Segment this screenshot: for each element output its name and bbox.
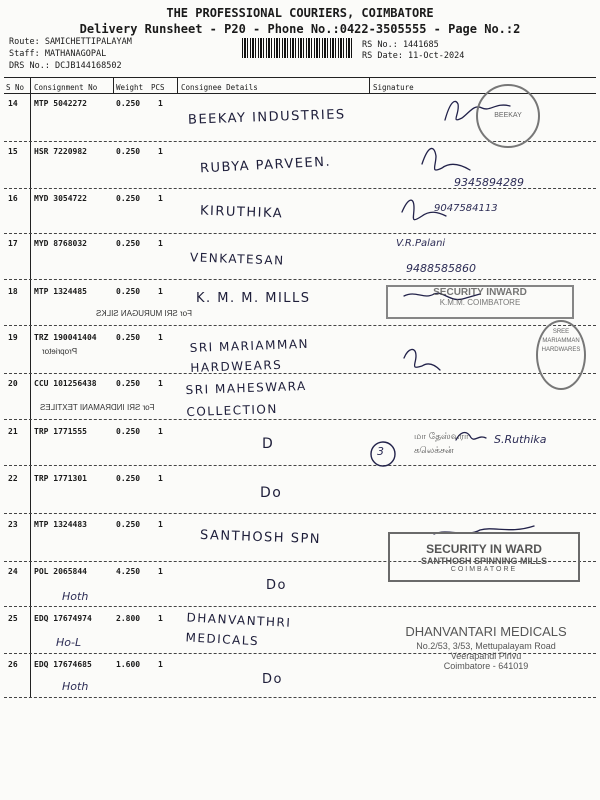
circled-number-21: 3 <box>377 445 384 458</box>
row-23-consignee: SANTHOSH SPN <box>199 527 322 548</box>
drs-number: DRS No.: DCJB144168502 <box>9 61 122 71</box>
row-14-weight: 0.250 <box>116 99 141 108</box>
dhanvantari-address: No.2/53, 3/53, Mettupalayam Road <box>416 641 556 651</box>
row-21-pcs: 1 <box>158 427 163 436</box>
row-23-weight: 0.250 <box>116 520 141 529</box>
row-18-consignee: K. M. M. MILLS <box>196 291 311 306</box>
row-15-consignee: RUBYA PARVEEN. <box>199 154 332 177</box>
row-24-margin-note: Hoth <box>62 590 89 603</box>
signature-19 <box>404 349 440 370</box>
rs-date: RS Date: 11-Oct-2024 <box>362 51 465 61</box>
dhanvantari-address-stamp <box>386 624 586 671</box>
row-26-consignee: Do <box>262 672 283 687</box>
row-15-sno: 15 <box>8 147 18 156</box>
col-divider <box>369 77 370 93</box>
row-19-weight: 0.250 <box>116 333 141 342</box>
row-25-pcs: 1 <box>158 614 163 623</box>
row-15-weight: 0.250 <box>116 147 141 156</box>
row-14-consignee: BEEKAY INDUSTRIES <box>187 107 346 128</box>
col-sno: S No <box>6 83 25 92</box>
row-17-sno: 17 <box>8 239 18 248</box>
row-21-sno: 21 <box>8 427 18 436</box>
row-22-sno: 22 <box>8 474 18 483</box>
indramani-mirror-stamp: For SRI INDRAMANI TEXTILES <box>40 403 155 412</box>
row-15-consignment: HSR 7220982 <box>34 147 87 156</box>
row-19-sno: 19 <box>8 333 18 342</box>
row-20-weight: 0.250 <box>116 379 141 388</box>
row-20-sno: 20 <box>8 379 18 388</box>
row-16-sno: 16 <box>8 194 18 203</box>
row-22-pcs: 1 <box>158 474 163 483</box>
row-22-consignee: Do <box>260 485 283 501</box>
row-14-consignment: MTP 5042272 <box>34 99 87 108</box>
row-17-weight: 0.250 <box>116 239 141 248</box>
col-consignment: Consignment No <box>34 83 98 92</box>
row-25-weight: 2.800 <box>116 614 141 623</box>
row-17-pcs: 1 <box>158 239 163 248</box>
row-24-pcs: 1 <box>158 567 163 576</box>
runsheet-subtitle: Delivery Runsheet - P20 - Phone No.:0422-3505555 - Page No.:2 <box>79 22 521 36</box>
col-divider <box>113 77 114 93</box>
row-16-consignment: MYD 3054722 <box>34 194 87 203</box>
santhosh-stamp-title: SECURITY IN WARD <box>426 542 542 556</box>
row-22-consignment: TRP 1771301 <box>34 474 87 483</box>
staff-label: Staff: MATHANAGOPAL <box>9 49 107 59</box>
row-20-pcs: 1 <box>158 379 163 388</box>
name-note-17: V.R.Palani <box>396 238 446 249</box>
phone-note-16: 9047584113 <box>434 203 498 214</box>
col-divider <box>30 77 31 697</box>
row-20-consignment: CCU 101256438 <box>34 379 97 388</box>
row-25-consignment: EDQ 17674974 <box>34 614 92 623</box>
row-26-pcs: 1 <box>158 660 163 669</box>
col-divider <box>177 77 178 93</box>
kmm-stamp-sub: K.M.M. COIMBATORE <box>439 298 521 307</box>
phone-note-17: 9488585860 <box>406 262 476 275</box>
row-25-sno: 25 <box>8 614 18 623</box>
row-21-consignment: TRP 1771555 <box>34 427 87 436</box>
dhanvantari-name: DHANVANTARI MEDICALS <box>405 624 567 639</box>
row-14-sno: 14 <box>8 99 18 108</box>
rs-number: RS No.: 1441685 <box>362 40 439 50</box>
row-25-consignee: DHANVANTHRI MEDICALS <box>185 610 292 649</box>
row-23-sno: 23 <box>8 520 18 529</box>
dhanvantari-city: Coimbatore - 641019 <box>443 661 529 671</box>
col-weight: Weight <box>116 83 144 92</box>
row-18-weight: 0.250 <box>116 287 141 296</box>
col-pcs: PCS <box>151 83 165 92</box>
row-26-consignment: EDQ 17674685 <box>34 660 92 669</box>
row-16-weight: 0.250 <box>116 194 141 203</box>
row-19-pcs: 1 <box>158 333 163 342</box>
route-label: Route: SAMICHETTIPALAYAM <box>9 37 132 47</box>
row-15-pcs: 1 <box>158 147 163 156</box>
row-21-weight: 0.250 <box>116 427 141 436</box>
row-26-margin-note: Hoth <box>62 680 89 693</box>
row-20-consignee: SRI MAHESWARA COLLECTION <box>185 378 307 420</box>
table-top-rule <box>4 77 596 78</box>
row-21-consignee: D <box>262 436 275 452</box>
row-19-consignment: TRZ 190041404 <box>34 333 97 342</box>
kmm-security-stamp <box>386 285 574 319</box>
phone-note-15: 9345894289 <box>454 176 524 189</box>
dhanvantari-area: Veerapandi Pirivu <box>450 651 522 661</box>
name-note-21: S.Ruthika <box>494 433 547 446</box>
row-23-pcs: 1 <box>158 520 163 529</box>
santhosh-stamp-city: COIMBATORE <box>450 566 518 573</box>
row-16-consignee: KIRUTHIKA <box>199 203 284 222</box>
proprietor-mirror-stamp: Proprietor <box>42 347 78 356</box>
col-signature: Signature <box>373 83 414 92</box>
santhosh-stamp-sub: SANTHOSH SPINNING MILLS <box>420 556 547 566</box>
row-18-sno: 18 <box>8 287 18 296</box>
row-24-sno: 24 <box>8 567 18 576</box>
col-consignee: Consignee Details <box>181 83 258 92</box>
sri-murugan-mirror-stamp: For SRI MURUGAN SILKS <box>96 309 193 318</box>
row-22-weight: 0.250 <box>116 474 141 483</box>
row-26-weight: 1.600 <box>116 660 141 669</box>
kmm-stamp-title: SECURITY INWARD <box>433 287 527 298</box>
signature-15 <box>422 148 470 170</box>
mariamman-round-stamp: SREE MARIAMMAN HARDWARES <box>536 320 586 390</box>
row-17-consignment: MYD 8768032 <box>34 239 87 248</box>
row-17-consignee: VENKATESAN <box>189 250 285 268</box>
company-title: THE PROFESSIONAL COURIERS, COIMBATORE <box>166 6 434 20</box>
row-23-consignment: MTP 1324483 <box>34 520 87 529</box>
row-24-consignee: Do <box>266 578 287 593</box>
row-24-consignment: POL 2065844 <box>34 567 87 576</box>
tamil-stamp-21: மா தேஸ்வரா கலெக்சன் <box>414 432 469 456</box>
barcode <box>242 38 354 58</box>
beekay-round-stamp: BEEKAY <box>476 84 540 148</box>
santhosh-security-stamp <box>388 532 580 582</box>
row-24-weight: 4.250 <box>116 567 141 576</box>
row-18-consignment: MTP 1324485 <box>34 287 87 296</box>
row-26-sno: 26 <box>8 660 18 669</box>
row-25-margin-note: Ho-L <box>56 636 82 649</box>
row-16-pcs: 1 <box>158 194 163 203</box>
row-14-pcs: 1 <box>158 99 163 108</box>
row-19-consignee: SRI MARIAMMAN HARDWEARS <box>189 336 310 375</box>
row-18-pcs: 1 <box>158 287 163 296</box>
